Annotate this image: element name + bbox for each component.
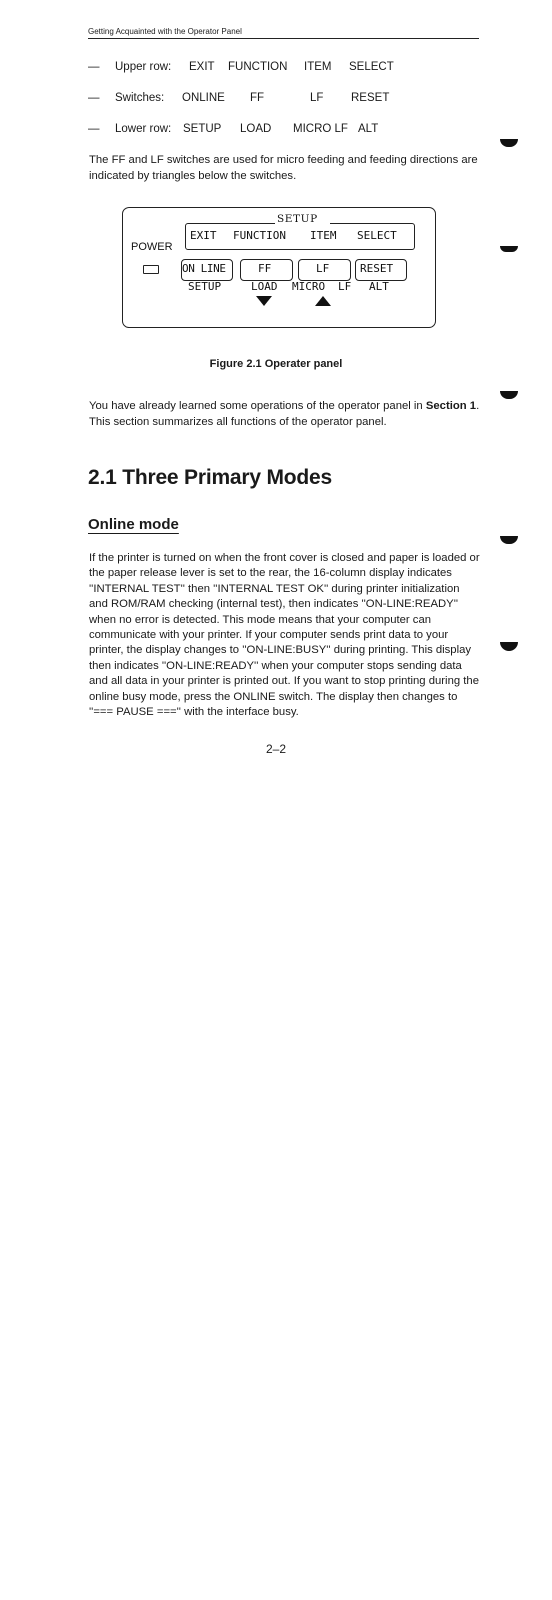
summary-paragraph: [89, 398, 481, 430]
list-value: EXIT: [189, 61, 215, 73]
list-value: ONLINE: [182, 92, 225, 104]
upper-label-select: SELECT: [357, 229, 397, 242]
lower-label-micro: MICRO: [292, 280, 326, 293]
lower-label-setup: SETUP: [188, 280, 222, 293]
subsection-heading: Online mode: [88, 516, 179, 533]
upper-label-item: ITEM: [310, 229, 337, 242]
list-value: SELECT: [349, 61, 394, 73]
scan-mark: [500, 536, 518, 544]
list-value: ALT: [358, 123, 379, 135]
list-item-upper-row: [88, 61, 488, 75]
scan-mark: [500, 246, 518, 252]
list-label: Switches:: [115, 92, 165, 104]
list-value: FF: [250, 92, 265, 104]
list-label: Lower row:: [115, 123, 172, 135]
online-switch-label: ON LINE: [182, 262, 226, 275]
intro-paragraph: The FF and LF switches are used for micro feeding and feeding directions are indicated by triangles below the switches.: [89, 154, 478, 183]
section-heading: 2.1 Three Primary Modes: [88, 466, 333, 489]
scan-mark: [500, 642, 518, 651]
lower-label-alt: ALT: [369, 280, 389, 293]
lower-label-load: LOAD: [251, 280, 278, 293]
power-label: POWER: [131, 241, 173, 253]
list-dash: —: [88, 123, 100, 135]
lf-switch-label: LF: [316, 262, 330, 275]
summary-text-after: . This section summarizes all functions of the operator panel.: [89, 400, 480, 429]
upper-label-exit: EXIT: [190, 229, 217, 242]
list-value: ITEM: [304, 61, 332, 73]
summary-text-before: You have already learned some operations of the operator panel in: [89, 400, 426, 412]
upper-label-function: FUNCTION: [233, 229, 286, 242]
power-indicator-icon: [143, 265, 159, 274]
list-value: LF: [310, 92, 324, 104]
scan-mark: [500, 139, 518, 147]
list-value: FUNCTION: [228, 61, 288, 73]
running-header: Getting Acquainted with the Operator Panel: [88, 27, 479, 39]
section-reference: Section 1: [425, 400, 477, 412]
list-dash: —: [88, 92, 100, 104]
online-mode-paragraph: If the printer is turned on when the front cover is closed and paper is loaded or the paper release lever is set to the rear, the 16-column display indicates ''INTERNAL TEST'' then ''INTERNAL TEST OK'' during printer initialization and ROM/RAM checking (internal test), then indicates ''ON-LINE:READY'' when no error is detected. This mode means that your computer can communicate with your printer. If your computer sends print data to your printer, the display changes to ''ON-LINE:BUSY'' during printing. This display then indicates ''ON-LINE:READY'' when your computer stops sending data and all data in your printer is printed out. If you want to stop printing during the online busy mode, press the ONLINE switch. The display then changes to ''=== PAUSE ==='' with the interface busy.: [89, 552, 480, 719]
list-dash: —: [88, 61, 100, 73]
reset-switch-label: RESET: [360, 262, 394, 275]
list-value: SETUP: [183, 123, 222, 135]
list-value: RESET: [351, 92, 390, 104]
down-triangle-icon: [256, 296, 272, 307]
list-value: LOAD: [240, 123, 272, 135]
page-number: 2–2: [265, 742, 287, 756]
up-triangle-icon: [315, 296, 331, 307]
list-label: Upper row:: [115, 61, 172, 73]
list-value: MICRO LF: [293, 123, 348, 135]
scan-mark: [500, 391, 518, 399]
list-item-lower-row: [88, 123, 488, 137]
figure-caption: Figure 2.1 Operater panel: [209, 358, 343, 370]
ff-switch-label: FF: [258, 262, 272, 275]
setup-label: SETUP: [277, 213, 318, 225]
list-item-switches: [88, 92, 488, 106]
lower-label-lf: LF: [338, 280, 352, 293]
